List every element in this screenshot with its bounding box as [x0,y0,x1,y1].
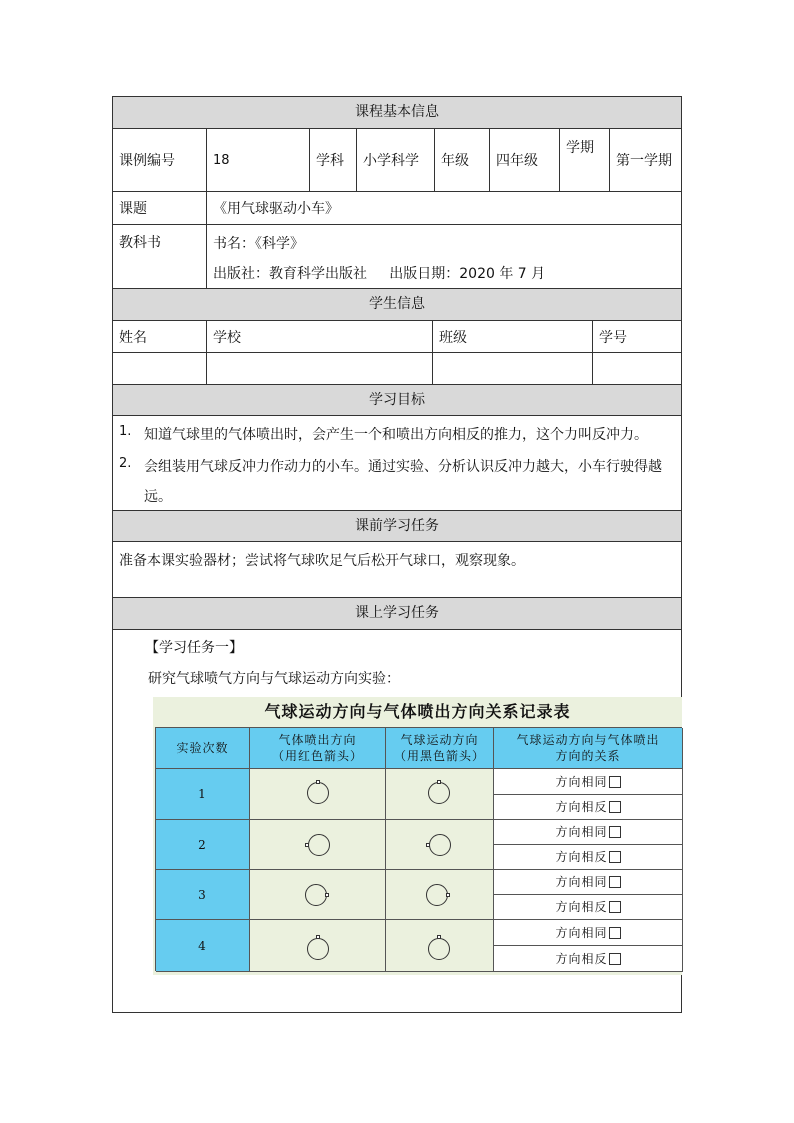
checkbox-icon[interactable] [609,851,621,863]
name-label: 姓名 [113,321,207,352]
balloon-knot-icon [437,780,441,784]
checkbox-icon[interactable] [609,801,621,813]
balloon-icon [308,834,330,856]
pre-class-body [113,542,681,598]
balloon-knot-icon [305,843,309,847]
col-header-relation: 气球运动方向与气体喷出 方向的关系 [494,728,683,769]
gas-direction-cell[interactable] [250,920,386,972]
term-value: 第一学期 [616,153,672,169]
textbook-row [113,225,681,289]
gas-direction-cell[interactable] [250,870,386,920]
subject-value: 小学科学 [357,129,435,191]
goal-2-number: 2. [119,456,132,471]
gas-direction-cell[interactable] [250,820,386,870]
balloon-icon [307,938,329,960]
record-table-title: 气球运动方向与气体喷出方向关系记录表 [264,702,571,721]
learning-goals-header [113,385,681,416]
grade-value: 四年级 [490,129,560,191]
option-same[interactable]: 方向相同 [494,820,683,845]
class-field[interactable] [433,353,593,384]
task-title: 【学习任务一】 [145,640,243,656]
learning-goals-title: 学习目标 [369,392,425,408]
checkbox-icon[interactable] [609,927,621,939]
balloon-icon [305,884,327,906]
student-info-header [113,289,681,321]
balloon-knot-icon [316,780,320,784]
lesson-worksheet [112,96,682,1013]
balloon-icon [428,938,450,960]
goal-2-text-line2: 远。 [144,489,172,505]
school-field[interactable] [207,353,433,384]
balloon-direction-cell[interactable] [386,769,494,820]
record-grid [155,727,682,971]
option-opposite[interactable]: 方向相反 [494,845,683,870]
publisher-info: 出版社：教育科学出版社 出版日期：2020 年 7 月 [213,266,546,282]
balloon-knot-icon [446,893,450,897]
goal-2-text-line1: 会组装用气球反冲力作动力的小车。通过实验、分析认识反冲力越大，小车行驶得越 [144,459,662,475]
student-info-inputs [113,353,681,385]
course-id-label: 课例编号 [113,129,207,191]
gas-direction-cell[interactable] [250,769,386,820]
checkbox-icon[interactable] [609,876,621,888]
course-id-value: 18 [207,129,310,191]
checkbox-icon[interactable] [609,826,621,838]
option-opposite[interactable]: 方向相反 [494,895,683,920]
balloon-icon [429,834,451,856]
grade-label: 年级 [435,129,490,191]
trial-number: 1 [156,769,250,820]
topic-value: 《用气球驱动小车》 [213,201,339,217]
col-header-gas-direction: 气体喷出方向 （用红色箭头） [250,728,386,769]
goal-1-number: 1. [119,424,132,439]
task-description: 研究气球喷气方向与气球运动方向实验： [148,671,400,687]
school-label: 学校 [207,321,433,352]
student-info-title: 学生信息 [369,296,425,312]
balloon-direction-cell[interactable] [386,820,494,870]
course-info-row [113,129,681,192]
subject-label: 学科 [310,129,357,191]
balloon-knot-icon [316,935,320,939]
checkbox-icon[interactable] [609,901,621,913]
option-same[interactable]: 方向相同 [494,920,683,946]
textbook-label: 教科书 [113,225,207,288]
in-class-title: 课上学习任务 [355,605,439,621]
student-no-label: 学号 [599,329,627,346]
name-field[interactable] [113,353,207,384]
trial-number: 4 [156,920,250,972]
balloon-knot-icon [325,893,329,897]
student-info-labels [113,321,681,353]
goal-1-text: 知道气球里的气体喷出时，会产生一个和喷出方向相反的推力，这个力叫反冲力。 [144,427,648,443]
record-table [153,697,682,975]
balloon-knot-icon [437,935,441,939]
pre-class-header [113,511,681,542]
topic-label: 课题 [113,192,207,224]
term-label: 学期 [560,129,610,191]
option-opposite[interactable]: 方向相反 [494,946,683,972]
course-info-title: 课程基本信息 [355,104,439,120]
topic-row [113,192,681,225]
balloon-direction-cell[interactable] [386,920,494,972]
balloon-knot-icon [426,843,430,847]
balloon-icon [428,782,450,804]
learning-goals-body [113,416,681,511]
checkbox-icon[interactable] [609,776,621,788]
student-no-field[interactable] [593,353,681,384]
book-name: 书名：《科学》 [213,236,304,252]
option-same[interactable]: 方向相同 [494,870,683,895]
col-header-balloon-direction: 气球运动方向 （用黑色箭头） [386,728,494,769]
course-info-header [113,97,681,129]
in-class-header [113,598,681,630]
balloon-direction-cell[interactable] [386,870,494,920]
pre-class-title: 课前学习任务 [355,518,439,534]
pre-class-text: 准备本课实验器材；尝试将气球吹足气后松开气球口，观察现象。 [119,553,525,569]
option-same[interactable]: 方向相同 [494,769,683,795]
balloon-icon [426,884,448,906]
option-opposite[interactable]: 方向相反 [494,795,683,820]
class-label: 班级 [433,321,593,352]
trial-number: 3 [156,870,250,920]
checkbox-icon[interactable] [609,953,621,965]
col-header-trial: 实验次数 [156,728,250,769]
balloon-icon [307,782,329,804]
trial-number: 2 [156,820,250,870]
